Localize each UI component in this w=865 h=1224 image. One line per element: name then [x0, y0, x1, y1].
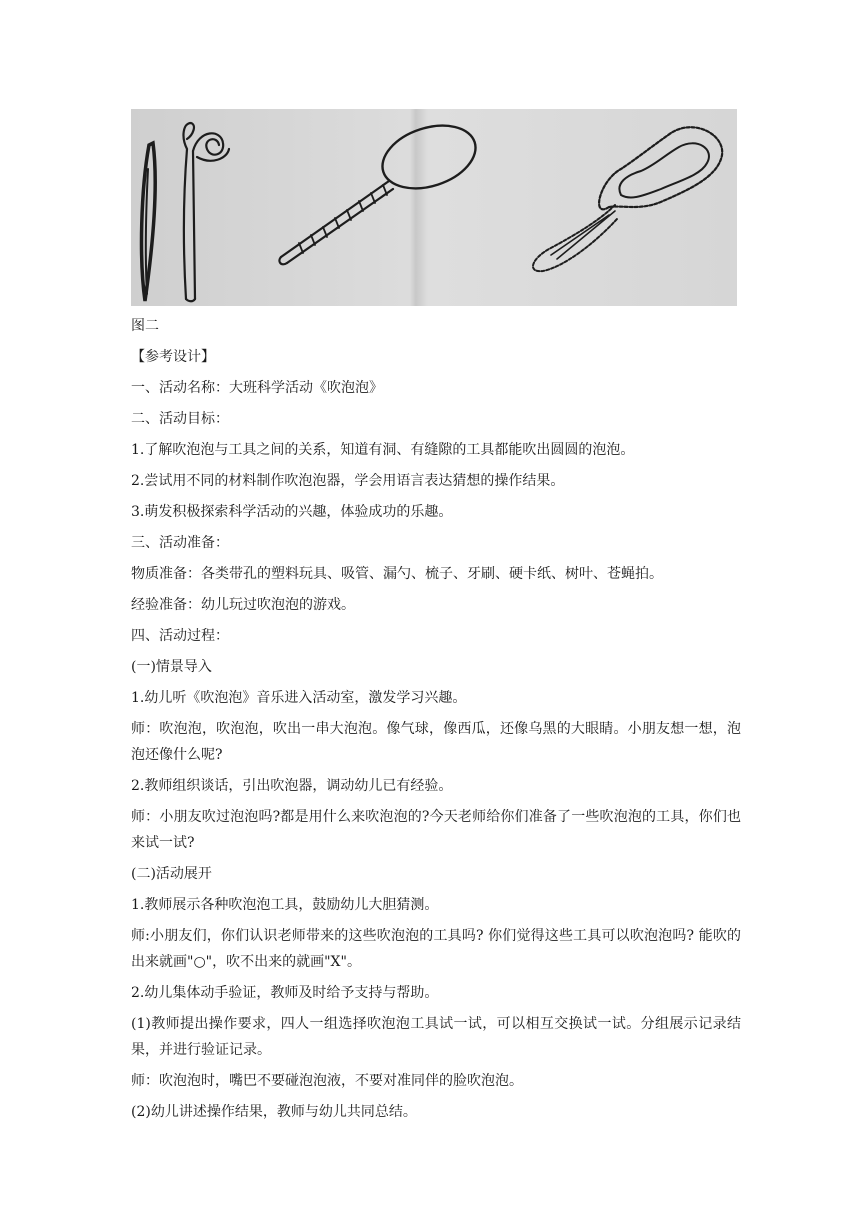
- subsection-scene-intro: (一)情景导入: [131, 659, 212, 675]
- process-substep: (1)教师提出操作要求，四人一组选择吹泡泡工具试一试，可以相互交换试一试。分组展示记录结果，并进行验证记录。: [131, 1016, 741, 1058]
- process-step: 1.教师展示各种吹泡泡工具，鼓励幼儿大胆猜测。: [131, 897, 439, 913]
- process-step: 1.幼儿听《吹泡泡》音乐进入活动室，激发学习兴趣。: [131, 690, 467, 706]
- goal-item-1: 1.了解吹泡泡与工具之间的关系，知道有洞、有缝隙的工具都能吹出圆圆的泡泡。: [131, 442, 635, 458]
- goal-item-2: 2.尝试用不同的材料制作吹泡泡器，学会用语言表达猜想的操作结果。: [131, 473, 565, 489]
- section-heading-process: 四、活动过程：: [131, 628, 229, 644]
- experience-preparation: 经验准备：幼儿玩过吹泡泡的游戏。: [131, 597, 355, 613]
- teacher-dialogue: 师:小朋友们，你们认识老师带来的这些吹泡泡的工具吗? 你们觉得这些工具可以吹泡泡吗? 能吹的出来就画"○"，吹不出来的就画"X"。: [131, 928, 741, 970]
- document-body: [131, 313, 741, 1130]
- material-preparation: 物质准备：各类带孔的塑料玩具、吸管、漏勺、梳子、牙刷、硬卡纸、树叶、苍蝇拍。: [131, 566, 663, 582]
- process-step: 2.教师组织谈话，引出吹泡器，调动幼儿已有经验。: [131, 778, 453, 794]
- process-substep: (2)幼儿讲述操作结果，教师与幼儿共同总结。: [131, 1104, 417, 1120]
- section-heading-reference-design: 【参考设计】: [131, 349, 215, 365]
- drawing-figure: [131, 109, 737, 306]
- goal-item-3: 3.萌发积极探索科学活动的兴趣，体验成功的乐趣。: [131, 504, 453, 520]
- process-step: 2.幼儿集体动手验证，教师及时给予支持与帮助。: [131, 985, 439, 1001]
- activity-name: 一、活动名称：大班科学活动《吹泡泡》: [131, 380, 383, 396]
- hand-drawn-tools-illustration: [131, 109, 737, 306]
- figure-caption: 图二: [131, 318, 159, 334]
- section-heading-goals: 二、活动目标：: [131, 411, 229, 427]
- teacher-dialogue: 师：吹泡泡时，嘴巴不要碰泡泡液，不要对准同伴的脸吹泡泡。: [131, 1073, 523, 1089]
- teacher-dialogue: 师：小朋友吹过泡泡吗?都是用什么来吹泡泡的?今天老师给你们准备了一些吹泡泡的工具，你们也来试一试?: [131, 809, 741, 851]
- subsection-activity: (二)活动展开: [131, 866, 212, 882]
- section-heading-preparation: 三、活动准备：: [131, 535, 229, 551]
- teacher-dialogue: 师：吹泡泡，吹泡泡，吹出一串大泡泡。像气球，像西瓜，还像乌黑的大眼睛。小朋友想一想，泡泡还像什么呢?: [131, 721, 741, 763]
